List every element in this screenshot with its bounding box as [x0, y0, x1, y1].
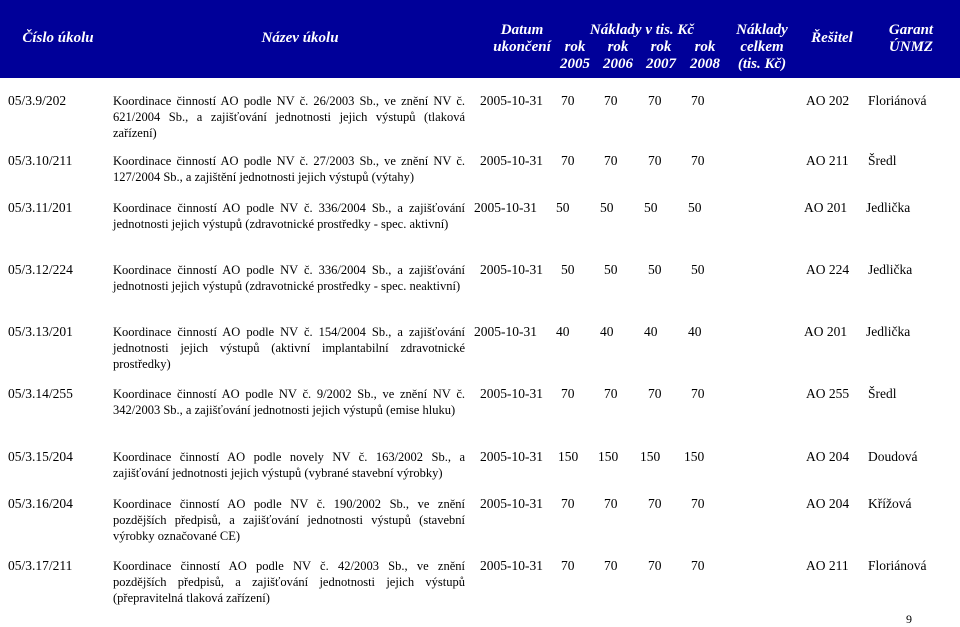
row-nazev: Koordinace činností AO podle NV č. 42/2003 Sb., ve znění pozdějších předpisů, a zajišťování jednotnosti jejich výstupů (přepravitelná tlaková zařízení) — [113, 559, 465, 605]
row-datum: 2005-10-31 — [480, 262, 543, 277]
header-naklady-title: Náklady v tis. Kč — [589, 22, 695, 38]
row-n2006: 70 — [604, 153, 618, 168]
row-datum: 2005-10-31 — [480, 386, 543, 401]
row-n2006: 70 — [604, 93, 618, 108]
header-naklady — [562, 22, 722, 39]
header-year-value: 2008 — [690, 56, 720, 72]
header-year-rok: rok — [694, 39, 716, 55]
header-celkem — [722, 22, 802, 73]
row-cislo: 05/3.12/224 — [8, 262, 73, 277]
header-celkem-line3: (tis. Kč) — [737, 56, 787, 72]
row-n2008: 70 — [691, 496, 705, 511]
row-garant: Floriánová — [868, 558, 927, 573]
header-year-value: 2006 — [603, 56, 633, 72]
row-cislo: 05/3.15/204 — [8, 449, 73, 464]
row-cislo: 05/3.17/211 — [8, 558, 73, 573]
row-n2008: 70 — [691, 153, 705, 168]
row-datum: 2005-10-31 — [480, 558, 543, 573]
row-n2007: 50 — [648, 262, 662, 277]
row-n2007: 40 — [644, 324, 658, 339]
row-n2005: 70 — [561, 496, 575, 511]
header-datum-line1: Datum — [500, 22, 544, 38]
row-cislo: 05/3.14/255 — [8, 386, 73, 401]
header-garant — [866, 22, 956, 56]
row-n2008: 150 — [684, 449, 705, 464]
row-n2008: 70 — [691, 93, 705, 108]
row-resitel: AO 211 — [806, 558, 849, 573]
header-year-rok: rok — [607, 39, 629, 55]
row-n2007: 70 — [648, 496, 662, 511]
row-n2006: 50 — [600, 200, 614, 215]
row-resitel: AO 255 — [806, 386, 850, 401]
row-datum: 2005-10-31 — [480, 449, 543, 464]
row-resitel: AO 204 — [806, 496, 850, 511]
header-garant-line2: ÚNMZ — [888, 39, 934, 55]
row-n2007: 70 — [648, 93, 662, 108]
row-cislo: 05/3.9/202 — [8, 93, 67, 108]
row-n2007: 70 — [648, 386, 662, 401]
row-nazev: Koordinace činností AO podle NV č. 9/2002 Sb., ve znění NV č. 342/2003 Sb., a zajišťování jednotnosti jejich výstupů (emise hluku) — [113, 387, 465, 417]
header-year-rok: rok — [650, 39, 672, 55]
header-resitel: Řešitel — [811, 30, 853, 46]
row-garant: Jedlička — [866, 200, 911, 215]
row-n2008: 40 — [688, 324, 702, 339]
header-year-2007 — [637, 39, 685, 73]
row-datum: 2005-10-31 — [474, 200, 537, 215]
page-number: 9 — [906, 612, 912, 626]
row-n2005: 70 — [561, 93, 575, 108]
row-resitel: AO 202 — [806, 93, 850, 108]
row-n2007: 70 — [648, 558, 662, 573]
table-header — [0, 0, 960, 78]
header-garant-line1: Garant — [888, 22, 934, 38]
row-n2008: 70 — [691, 558, 705, 573]
row-cislo: 05/3.10/211 — [8, 153, 73, 168]
row-nazev: Koordinace činností AO podle NV č. 26/2003 Sb., ve znění NV č. 621/2004 Sb., a zajišťování jednotnosti jejich výstupů (tlaková zařízení) — [113, 94, 465, 140]
row-n2007: 150 — [640, 449, 661, 464]
row-n2006: 150 — [598, 449, 619, 464]
row-garant: Doudová — [868, 449, 918, 464]
row-garant: Jedlička — [868, 262, 913, 277]
row-datum: 2005-10-31 — [480, 496, 543, 511]
row-n2008: 50 — [688, 200, 702, 215]
row-datum: 2005-10-31 — [480, 153, 543, 168]
row-resitel: AO 211 — [806, 153, 849, 168]
header-year-value: 2005 — [560, 56, 590, 72]
row-cislo: 05/3.11/201 — [8, 200, 73, 215]
row-resitel: AO 224 — [806, 262, 850, 277]
row-n2006: 70 — [604, 386, 618, 401]
header-datum-line2: ukončení — [493, 39, 551, 55]
row-garant: Šredl — [868, 153, 897, 168]
row-garant: Šredl — [868, 386, 897, 401]
row-n2007: 70 — [648, 153, 662, 168]
row-resitel: AO 201 — [804, 200, 848, 215]
row-nazev: Koordinace činností AO podle NV č. 27/2003 Sb., ve znění NV č. 127/2004 Sb., a zajištění jednotnosti jejich výstupů (výtahy) — [113, 154, 465, 184]
row-nazev: Koordinace činností AO podle NV č. 336/2004 Sb., a zajišťování jednotnosti jejich výstupů (zdravotnické prostředky - spec. aktivní) — [113, 201, 465, 231]
header-year-2006 — [594, 39, 642, 73]
row-n2005: 50 — [561, 262, 575, 277]
row-cislo: 05/3.16/204 — [8, 496, 73, 511]
row-garant: Křížová — [868, 496, 912, 511]
header-cislo: Číslo úkolu — [22, 30, 94, 46]
row-n2006: 70 — [604, 558, 618, 573]
row-nazev: Koordinace činností AO podle NV č. 154/2004 Sb., a zajišťování jednotnosti jejich výstupů (aktivní implantabilní zdravotnické prostředky) — [113, 325, 465, 371]
row-n2006: 40 — [600, 324, 614, 339]
row-garant: Floriánová — [868, 93, 927, 108]
row-resitel: AO 204 — [806, 449, 850, 464]
row-n2005: 50 — [556, 200, 570, 215]
row-n2005: 70 — [561, 558, 575, 573]
header-celkem-line2: celkem — [740, 39, 784, 55]
row-n2005: 150 — [558, 449, 579, 464]
row-nazev: Koordinace činností AO podle NV č. 190/2002 Sb., ve znění pozdějších předpisů, a zajišťování jednotnosti výstupů (stavební výrobky označované CE) — [113, 497, 465, 543]
row-n2008: 50 — [691, 262, 705, 277]
header-year-2005 — [551, 39, 599, 73]
row-garant: Jedlička — [866, 324, 911, 339]
row-datum: 2005-10-31 — [480, 93, 543, 108]
row-cislo: 05/3.13/201 — [8, 324, 73, 339]
header-year-rok: rok — [564, 39, 586, 55]
row-n2006: 70 — [604, 496, 618, 511]
row-n2007: 50 — [644, 200, 658, 215]
row-n2005: 70 — [561, 386, 575, 401]
row-datum: 2005-10-31 — [474, 324, 537, 339]
row-nazev: Koordinace činností AO podle novely NV č. 163/2002 Sb., a zajišťování jednotnosti jejich výstupů (vybrané stavební výrobky) — [113, 450, 465, 480]
header-year-value: 2007 — [646, 56, 676, 72]
row-n2008: 70 — [691, 386, 705, 401]
header-celkem-line1: Náklady — [736, 22, 788, 38]
header-nazev: Název úkolu — [261, 30, 339, 46]
row-nazev: Koordinace činností AO podle NV č. 336/2004 Sb., a zajišťování jednotnosti jejich výstupů (zdravotnické prostředky - spec. neaktivní) — [113, 263, 465, 293]
row-n2005: 70 — [561, 153, 575, 168]
row-n2005: 40 — [556, 324, 570, 339]
row-n2006: 50 — [604, 262, 618, 277]
row-resitel: AO 201 — [804, 324, 848, 339]
